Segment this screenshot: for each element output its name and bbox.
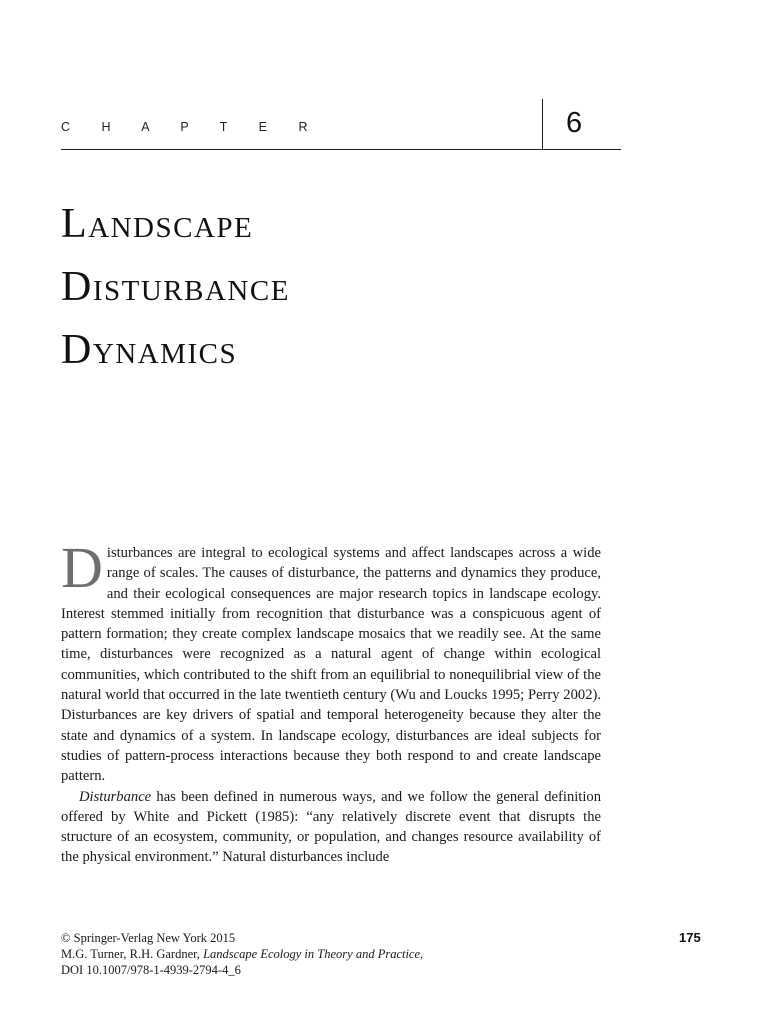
chapter-divider	[542, 99, 543, 150]
book-title: Landscape Ecology in Theory and Practice	[203, 947, 421, 961]
body-text	[61, 535, 601, 868]
chapter-title-line-2: Disturbance	[61, 264, 290, 310]
footer-notes	[61, 930, 423, 978]
paragraph-2-text: has been defined in numerous ways, and we follow the general definition offered by White and Pickett (1985): “any relatively discrete event that disrupts the structure of an ecosystem, community, or population, and changes resource availability of the physical environment.” Natural disturbances include	[61, 788, 601, 866]
doi-line: DOI 10.1007/978-1-4939-2794-4_6	[61, 963, 241, 977]
paragraph-2	[61, 787, 601, 868]
paragraph-1-text: isturbances are integral to ecological systems and affect landscapes across a wide range of scales. The causes of disturbance, the patterns and dynamics they produce, and their ecological consequences are major research topics in landscape ecology. Interest stemmed initially from recognition that disturbance was a conspicuous agent of pattern formation; they create complex landscape mosaics that we readily see. At the same time, disturbances were recognized as a natural agent of change within ecological communities, which contributed to the shift from an equilibrial to nonequilibrial view of the natural world that occurred in the late twentieth century (Wu and Loucks 1995; Perry 2002). Disturbances are key drivers of spatial and temporal heterogeneity because they alter the state and dynamics of a system. In landscape ecology, disturbances are ideal subjects for studies of pattern-process interactions because they both respond to and create landscape pattern.	[61, 545, 601, 785]
chapter-title-line-1: Landscape	[61, 201, 254, 247]
drop-cap: D	[61, 535, 103, 600]
citation-line	[61, 946, 423, 962]
copyright-line: © Springer-Verlag New York 2015	[61, 931, 236, 945]
citation-authors: M.G. Turner, R.H. Gardner,	[61, 947, 204, 961]
citation-suffix: ,	[420, 947, 424, 961]
defined-term: Disturbance	[79, 788, 152, 805]
chapter-label: C H A P T E R	[61, 120, 308, 134]
chapter-rule	[61, 149, 621, 150]
chapter-title-line-3: Dynamics	[61, 327, 238, 373]
paragraph-1	[61, 535, 601, 787]
page-number: 175	[679, 930, 701, 945]
chapter-number: 6	[566, 107, 583, 139]
chapter-title	[61, 193, 290, 382]
